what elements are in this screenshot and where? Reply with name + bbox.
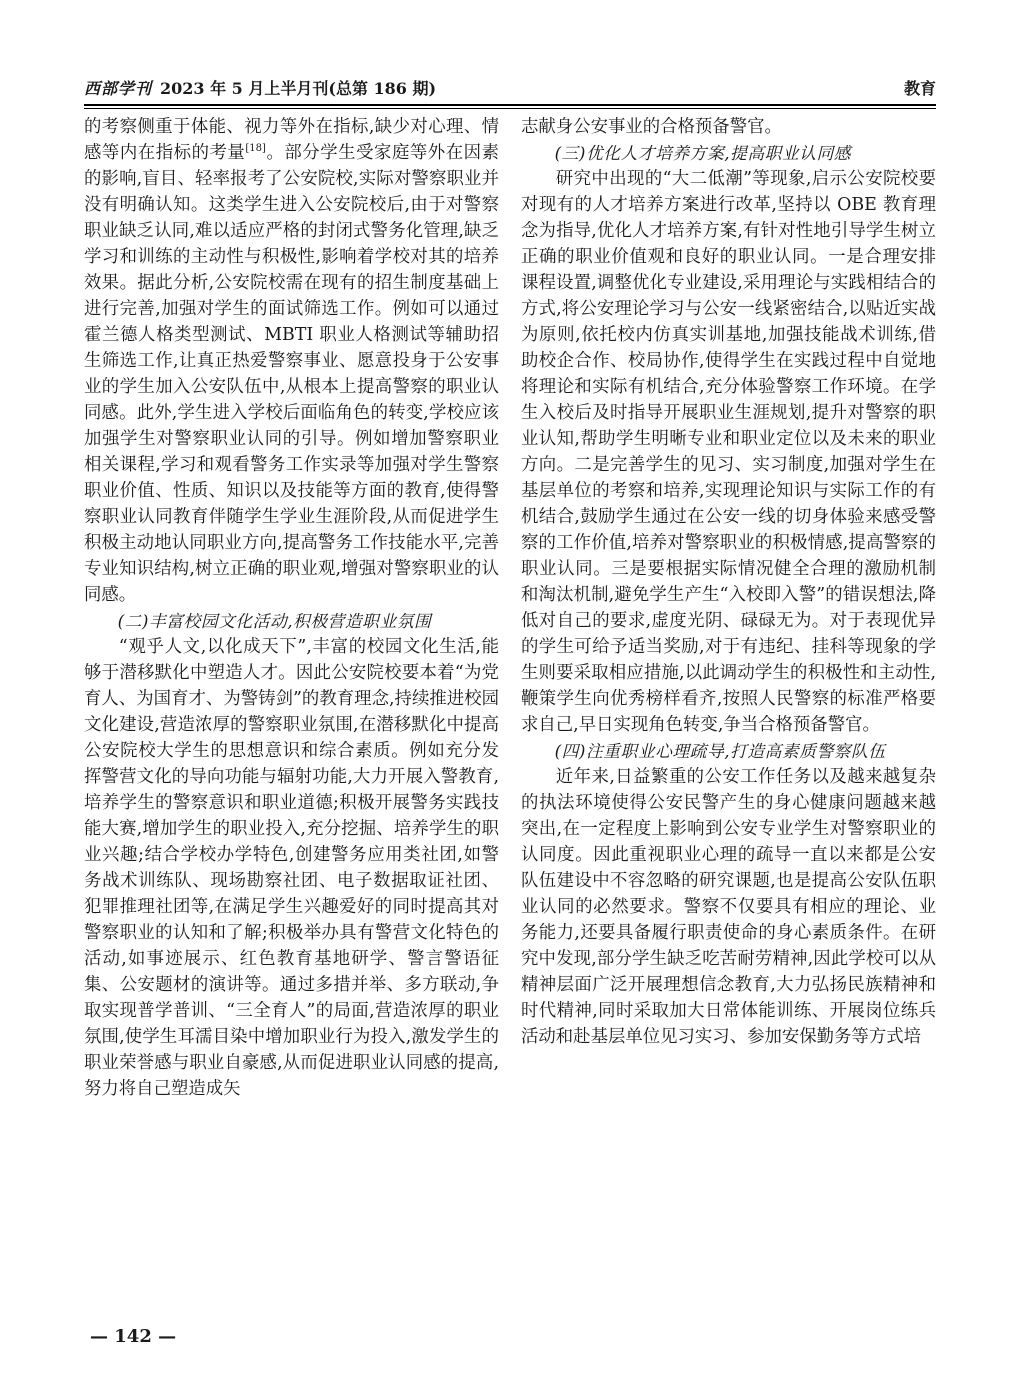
section-heading: (二)丰富校园文化活动,积极营造职业氛围 — [117, 611, 432, 631]
paragraph: “观乎人文,以化成天下”,丰富的校园文化生活,能够于潜移默化中塑造人才。因此公安院校要本着“为党育人、为国育才、为警铸剑”的教育理念,持续推进校园文化建设,营造浓厚的警察职业氛围,在潜移默化中提高公安院校大学生的思想意识和综合素质。例如充分发挥警营文化的导向功能与辐射功能,大力开展入警教育,培养学生的警察意识和职业道德;积极开展警务实践技能大赛,增加学生的职业投入,充分挖掘、培养学生的职业兴趣;结合学校办学特色,创建警务应用类社团,如警务战术训练队、现场勘察社团、电子数据取证社团、犯罪推理社团等,在满足学生兴趣爱好的同时提高其对警察职业的认知和了解;积极举办具有警营文化特色的活动,如事迹展示、红色教育基地研学、警言警语征集、公安题材的演讲等。通过多措并举、多方联动,争取实现普学普训、“三全育人”的局面,营造浓厚的职业氛围,使学生耳濡目染中增加职业行为投入,激发学生的职业荣誉感与职业自豪感,从而促进职业认同感的提高,努力将自己塑造成矢 — [84, 637, 499, 1099]
header-rule-thin — [84, 108, 936, 109]
citation-ref: [18] — [245, 143, 266, 155]
paragraph: 的考察侧重于体能、视力等外在指标,缺少对心理、情感等内在指标的考量[18]。部分学生受家庭等外在因素的影响,盲目、轻率报考了公安院校,实际对警察职业并没有明确认知。这类学生进入公安院校后,由于对警察职业缺乏认同,难以适应严格的封闭式警务化管理,缺乏学习和训练的主动性与积极性,影响着学校对其的培养效果。据此分析,公安院校需在现有的招生制度基础上进行完善,加强对学生的面试筛选工作。例如可以通过霍兰德人格类型测试、MBTI 职业人格测试等辅助招生筛选工作,让真正热爱警察事业、愿意投身于公安事业的学生加入公安队伍中,从根本上提高警察的职业认同感。此外,学生进入学校后面临角色的转变,学校应该加强学生对警察职业认同的引导。例如增加警察职业相关课程,学习和观看警务工作实录等加强对学生警察职业价值、性质、知识以及技能等方面的教育,使得警察职业认同教育伴随学生学业生涯阶段,从而促进学生积极主动地认同职业方向,提高警务工作技能水平,完善专业知识结构,树立正确的职业观,增强对警察职业的认同感。 — [84, 117, 499, 605]
paragraph: 近年来,日益繁重的公安工作任务以及越来越复杂的执法环境使得公安民警产生的身心健康问题越来越突出,在一定程度上影响到公安专业学生对警察职业的认同度。因此重视职业心理的疏导一直以来都是公安队伍建设中不容忽略的研究课题,也是提高公安队伍职业认同的必然要求。警察不仅要具有相应的理论、业务能力,还要具备履行职责使命的身心素质条件。在研究中发现,部分学生缺乏吃苦耐劳精神,因此学校可以从精神层面广泛开展理想信念教育,大力弘扬民族精神和时代精神,同时采取加大日常体能训练、开展岗位练兵活动和赴基层单位见习实习、参加安保勤务等方式培 — [521, 767, 936, 1047]
section-heading: (四)注重职业心理疏导,打造高素质警察队伍 — [554, 741, 886, 761]
right-column — [521, 114, 936, 1050]
running-header — [84, 74, 936, 100]
left-column — [84, 114, 499, 1102]
paragraph: 志献身公安事业的合格预备警官。 — [521, 117, 782, 137]
page-number: — 142 — — [90, 1326, 177, 1347]
paragraph: 研究中出现的“大二低潮”等现象,启示公安院校要对现有的人才培养方案进行改革,坚持以 OBE 教育理念为指导,优化人才培养方案,有针对性地引导学生树立正确的职业价值观和良好的职业认同。一是合理安排课程设置,调整优化专业建设,采用理论与实践相结合的方式,将公安理论学习与公安一线紧密结合,以贴近实战为原则,依托校内仿真实训基地,加强技能战术训练,借助校企合作、校局协作,使得学生在实践过程中自觉地将理论和实际有机结合,充分体验警察工作环境。在学生入校后及时指导开展职业生涯规划,提升对警察的职业认知,帮助学生明晰专业和职业定位以及未来的职业方向。二是完善学生的见习、实习制度,加强对学生在基层单位的考察和培养,实现理论知识与实际工作的有机结合,鼓励学生通过在公安一线的切身体验来感受警察的工作价值,培养对警察职业的积极情感,提高警察的职业认同。三是要根据实际情况健全合理的激励机制和淘汰机制,避免学生产生“入校即入警”的错误想法,降低对自己的要求,虚度光阴、碌碌无为。对于表现优异的学生可给予适当奖励,对于有违纪、挂科等现象的学生则要采取相应措施,以此调动学生的积极性和主动性,鞭策学生向优秀榜样看齐,按照人民警察的标准严格要求自己,早日实现角色转变,争当合格预备警官。 — [521, 169, 936, 735]
section-heading: (三)优化人才培养方案,提高职业认同感 — [554, 143, 852, 163]
journal-name: 西部学刊 — [84, 79, 153, 98]
issue-info: 2023 年 5 月上半月刊(总第 186 期) — [160, 79, 437, 98]
section-name: 教育 — [903, 79, 936, 98]
header-rule-thick — [84, 104, 936, 106]
